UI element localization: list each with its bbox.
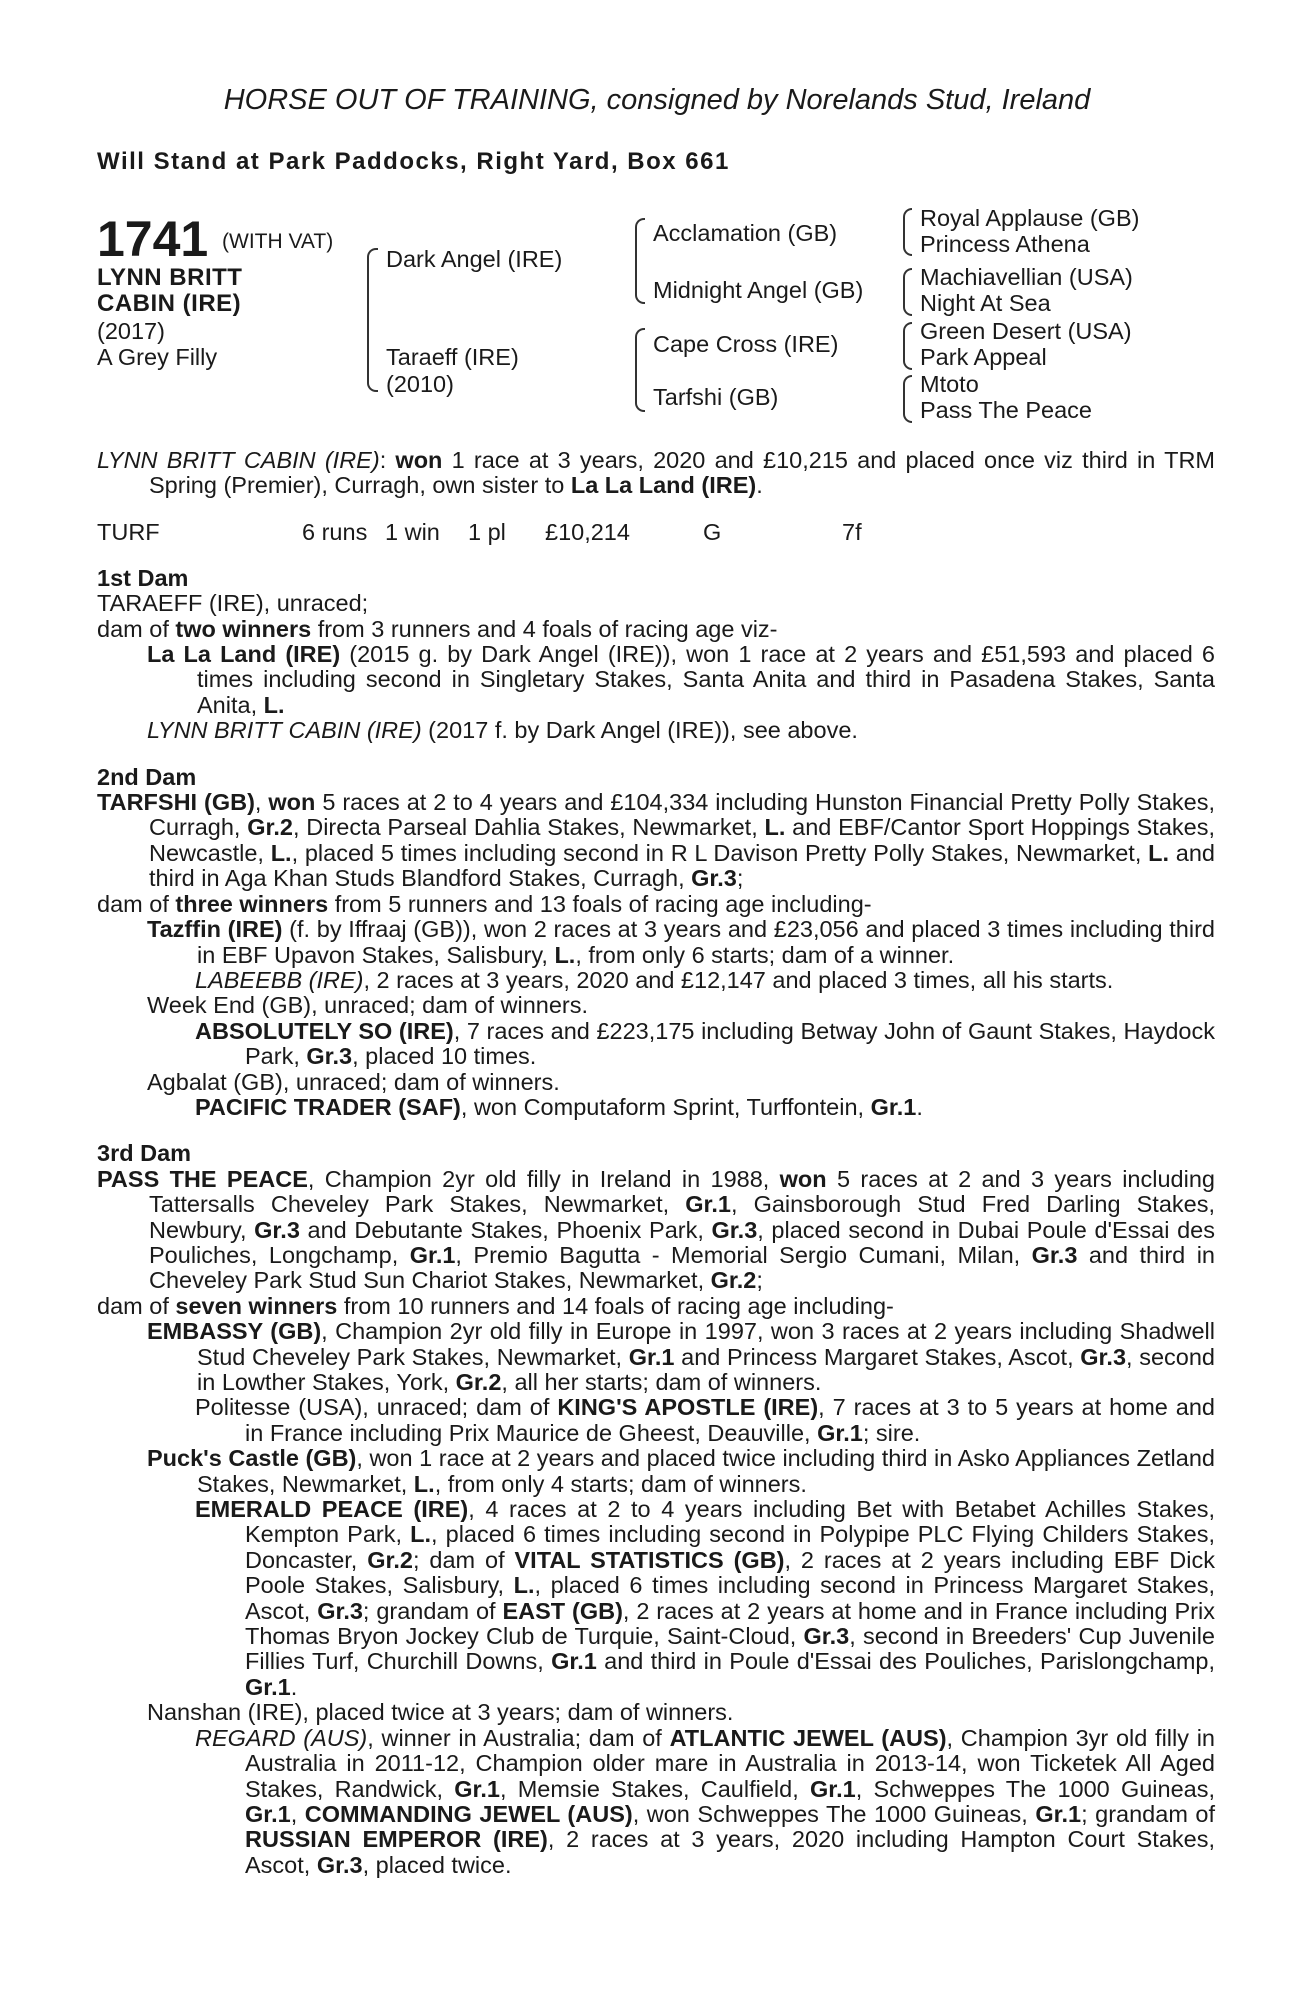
sd-sire: Machiavellian (USA)	[920, 264, 1133, 290]
second-dam-record: TARFSHI (GB), won 5 races at 2 to 4 years and £104,334 including Hunston Financial Pretty Polly Stakes, Curragh, Gr.2, Directa Parseal Dahlia Stakes, Newmarket, L. and EBF/Cantor Sport Hoppings Stakes, Newcastle, L., placed 5 times including second in R L Davison Pretty Polly Stakes, Newmarket, L. and third in Aga Khan Studs Blandford Stakes, Curragh, Gr.3;	[97, 789, 1215, 892]
sire-dam: Midnight Angel (GB)	[653, 277, 864, 303]
consignor-header: HORSE OUT OF TRAINING, consigned by Norelands Stud, Ireland	[223, 84, 1091, 116]
horse-name-line2: CABIN (IRE)	[97, 290, 242, 317]
dd-sire: Mtoto	[920, 371, 979, 397]
dam-year: (2010)	[386, 371, 454, 397]
pedigree-brace	[635, 218, 645, 304]
dam-dam: Tarfshi (GB)	[653, 384, 779, 410]
turf-wins: 1 win	[385, 518, 440, 545]
produce-entry: ABSOLUTELY SO (IRE), 7 races and £223,175 including Betway John of Gaunt Stakes, Haydock Park, Gr.3, placed 10 times.	[195, 1017, 1215, 1070]
ss-sire: Royal Applause (GB)	[920, 205, 1140, 231]
lot-number: 1741	[97, 211, 209, 267]
first-dam-produce: dam of two winners from 3 runners and 4 foals of racing age viz-	[97, 615, 778, 642]
horse-description: A Grey Filly	[97, 344, 218, 370]
produce-entry: LABEEBB (IRE), 2 races at 3 years, 2020 and £12,147 and placed 3 times, all his starts.	[195, 966, 1114, 993]
dam: Taraeff (IRE)	[386, 344, 519, 370]
turf-runs: 6 runs	[302, 518, 368, 545]
first-dam-heading: 1st Dam	[97, 564, 189, 591]
pedigree-brace	[903, 208, 912, 256]
sire: Dark Angel (IRE)	[386, 246, 563, 272]
third-dam-record: PASS THE PEACE, Champion 2yr old filly in Ireland in 1988, won 5 races at 2 and 3 years including Tattersalls Cheveley Park Stakes, Newmarket, Gr.1, Gainsborough Stud Fred Darling Stakes, Newbury, Gr.3 and Debutante Stakes, Phoenix Park, Gr.3, placed second in Dubai Poule d'Essai des Pouliches, Longchamp, Gr.1, Premio Bagutta - Memorial Sergio Cumani, Milan, Gr.3 and third in Cheveley Park Stud Sun Chariot Stakes, Newmarket, Gr.2;	[97, 1165, 1215, 1294]
horse-summary: LYNN BRITT CABIN (IRE): won 1 race at 3 years, 2020 and £10,215 and placed once viz third in TRM Spring (Premier), Curragh, own sister to La La Land (IRE).	[97, 447, 1215, 499]
dd-dam: Pass The Peace	[920, 397, 1093, 423]
produce-entry: Agbalat (GB), unraced; dam of winners.	[147, 1068, 560, 1095]
second-dam-produce: dam of three winners from 5 runners and 13 foals of racing age including-	[97, 890, 872, 917]
vat-note: (WITH VAT)	[222, 230, 334, 253]
pedigree-brace	[903, 375, 912, 423]
pedigree-brace	[635, 328, 645, 412]
turf-going: G	[703, 518, 722, 545]
sd-dam: Night At Sea	[920, 290, 1051, 316]
produce-entry: REGARD (AUS), winner in Australia; dam of ATLANTIC JEWEL (AUS), Champion 3yr old filly in Australia in 2011-12, Champion older mare in Australia in 2013-14, won Ticketek All Aged Stakes, Randwick, Gr.1, Memsie Stakes, Caulfield, Gr.1, Schweppes The 1000 Guineas, Gr.1, COMMANDING JEWEL (AUS), won Schweppes The 1000 Guineas, Gr.1; grandam of RUSSIAN EMPEROR (IRE), 2 races at 3 years, 2020 including Hampton Court Stakes, Ascot, Gr.3, placed twice.	[195, 1724, 1216, 1878]
ds-dam: Park Appeal	[920, 344, 1047, 370]
third-dam-heading: 3rd Dam	[97, 1140, 192, 1167]
pedigree-brace	[903, 322, 912, 370]
catalogue-body	[97, 448, 1215, 1878]
ds-sire: Green Desert (USA)	[920, 318, 1132, 344]
horse-name-line1: LYNN BRITT	[97, 264, 243, 291]
produce-entry: PACIFIC TRADER (SAF), won Computaform Sprint, Turffontein, Gr.1.	[195, 1093, 923, 1120]
turf-earnings: £10,214	[545, 518, 630, 545]
second-dam-heading: 2nd Dam	[97, 763, 197, 790]
produce-entry: Politesse (USA), unraced; dam of KING'S APOSTLE (IRE), 7 races at 3 to 5 years at home and in France including Prix Maurice de Gheest, Deauville, Gr.1; sire.	[195, 1394, 1216, 1446]
third-dam-produce: dam of seven winners from 10 runners and 14 foals of racing age including-	[97, 1292, 894, 1319]
sire-sire: Acclamation (GB)	[653, 220, 838, 246]
pedigree-brace	[367, 248, 378, 392]
produce-entry: Nanshan (IRE), placed twice at 3 years; dam of winners.	[147, 1699, 734, 1726]
dam-sire: Cape Cross (IRE)	[653, 331, 839, 357]
foaling-year: (2017)	[97, 318, 165, 344]
turf-label: TURF	[97, 518, 160, 545]
produce-entry: Puck's Castle (GB), won 1 race at 2 years and placed twice including third in Asko Appliances Zetland Stakes, Newmarket, L., from only 4 starts; dam of winners.	[147, 1445, 1215, 1497]
turf-places: 1 pl	[468, 518, 506, 545]
stand-location: Will Stand at Park Paddocks, Right Yard, Box 661	[97, 148, 730, 175]
ss-dam: Princess Athena	[920, 231, 1090, 257]
produce-entry: EMERALD PEACE (IRE), 4 races at 2 to 4 years including Bet with Betabet Achilles Stakes, Kempton Park, L., placed 6 times including second in Polypipe PLC Flying Childers Stakes, Doncaster, Gr.2; dam of VITAL STATISTICS (GB), 2 races at 2 years including EBF Dick Poole Stakes, Salisbury, L., placed 6 times including second in Princess Margaret Stakes, Ascot, Gr.3; grandam of EAST (GB), 2 races at 2 years at home and in France including Prix Thomas Bryon Jockey Club de Turquie, Saint-Cloud, Gr.3, second in Breeders' Cup Juvenile Fillies Turf, Churchill Downs, Gr.1 and third in Poule d'Essai des Pouliches, Parislongchamp, Gr.1.	[195, 1496, 1215, 1700]
produce-entry: Week End (GB), unraced; dam of winners.	[147, 992, 589, 1019]
produce-entry: EMBASSY (GB), Champion 2yr old filly in Europe in 1997, won 3 races at 2 years including Shadwell Stud Cheveley Park Stakes, Newmarket, Gr.1 and Princess Margaret Stakes, Ascot, Gr.3, second in Lowther Stakes, York, Gr.2, all her starts; dam of winners.	[147, 1318, 1215, 1395]
turf-record	[97, 520, 1215, 545]
pedigree-brace	[903, 268, 912, 316]
produce-entry: LYNN BRITT CABIN (IRE) (2017 f. by Dark Angel (IRE)), see above.	[147, 717, 858, 744]
produce-entry: Tazffin (IRE) (f. by Iffraaj (GB)), won 2 races at 3 years and £23,056 and placed 3 times including third in EBF Upavon Stakes, Salisbury, L., from only 6 starts; dam of a winner.	[147, 916, 1215, 968]
turf-distance: 7f	[842, 518, 862, 545]
first-dam-line: TARAEFF (IRE), unraced;	[97, 590, 369, 617]
produce-entry: La La Land (IRE) (2015 g. by Dark Angel (IRE)), won 1 race at 2 years and £51,593 and placed 6 times including second in Singletary Stakes, Santa Anita and third in Pasadena Stakes, Santa Anita, L.	[147, 641, 1215, 718]
